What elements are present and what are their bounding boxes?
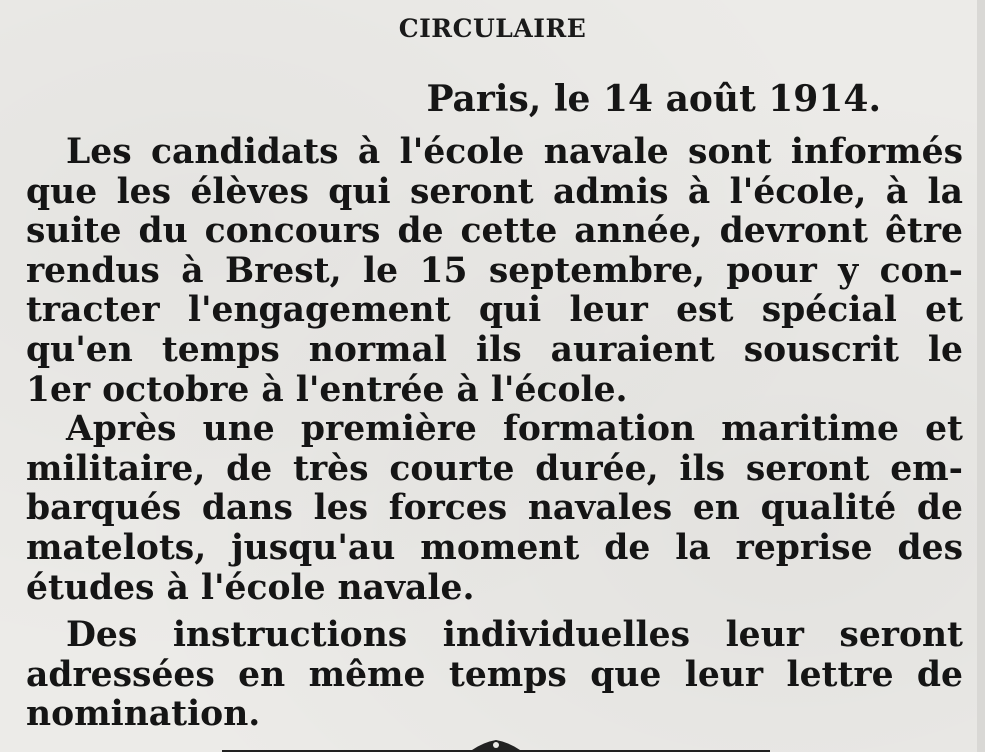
text-line: matelots, jusqu'au moment de la reprise des: [26, 527, 963, 568]
text-line: Les candidats à l'école navale sont informés: [66, 132, 963, 172]
text-line: études à l'école navale.: [26, 567, 475, 608]
text-line: barqués dans les forces navales en qualité de: [26, 488, 963, 529]
text-line: militaire, de très courte durée, ils seront em-: [26, 448, 963, 489]
text-line: qu'en temps normal ils auraient souscrit le: [26, 329, 963, 370]
text-line: Des instructions individuelles leur seront: [66, 615, 963, 656]
paragraph-3: [26, 616, 963, 735]
text-line: 1er octobre à l'entrée à l'école.: [26, 369, 628, 410]
text-line: nomination.: [26, 694, 261, 735]
text-line: suite du concours de cette année, devront être: [26, 211, 963, 252]
dateline: Paris, le 14 août 1914.: [426, 78, 881, 120]
separator-ornament: [222, 738, 770, 752]
text-line: Après une première formation maritime et: [66, 409, 963, 450]
text-line: adressées en même temps que leur lettre de: [26, 654, 963, 695]
text-line: rendus à Brest, le 15 septembre, pour y con-: [26, 250, 963, 291]
page-edge: [977, 0, 985, 752]
circular-heading: CIRCULAIRE: [398, 14, 587, 43]
article-body: [26, 133, 963, 735]
text-line: que les élèves qui seront admis à l'école, à la: [26, 171, 963, 212]
paragraph-1: [26, 133, 963, 410]
paragraph-2: [26, 410, 963, 608]
text-line: tracter l'engagement qui leur est spécial et: [26, 290, 963, 331]
